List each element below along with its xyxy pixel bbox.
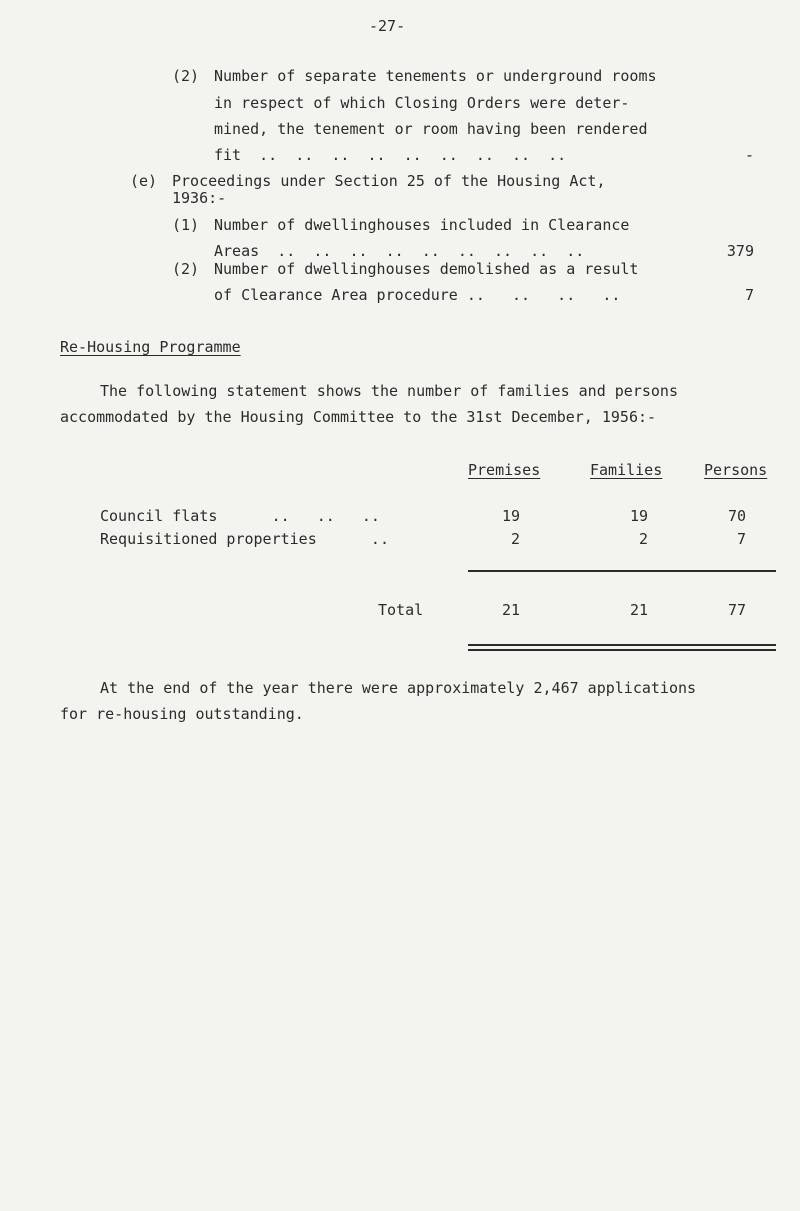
item-value: - xyxy=(744,146,754,164)
item-number: (2) xyxy=(172,260,200,278)
item-number: (2) xyxy=(172,67,200,85)
page-number: -27- xyxy=(369,17,406,35)
paragraph-line: for re-housing outstanding. xyxy=(60,705,304,723)
table-cell: 7 xyxy=(736,530,746,548)
column-header-families: Families xyxy=(590,461,663,479)
double-rule-bottom xyxy=(468,649,776,651)
item-text-line: Number of dwellinghouses included in Clearance xyxy=(214,216,630,234)
table-cell: 2 xyxy=(638,530,648,548)
total-label: Total xyxy=(378,601,424,619)
paragraph-line: At the end of the year there were approximately 2,467 applications xyxy=(100,679,697,697)
section-heading-line: 1936:- xyxy=(172,189,227,207)
total-cell: 77 xyxy=(727,601,746,619)
item-number: (1) xyxy=(172,216,200,234)
column-header-persons: Persons xyxy=(704,461,768,479)
total-cell: 21 xyxy=(501,601,520,619)
table-row-label: Council flats .. .. .. xyxy=(100,507,380,525)
item-text-line: fit .. .. .. .. .. .. .. .. .. xyxy=(214,146,567,164)
item-value: 7 xyxy=(744,286,754,304)
section-heading-line: Proceedings under Section 25 of the Housing Act, xyxy=(172,172,606,190)
table-cell: 2 xyxy=(510,530,520,548)
item-text-line: Number of separate tenements or underground rooms xyxy=(214,67,657,85)
item-text-line: Number of dwellinghouses demolished as a result xyxy=(214,260,639,278)
item-text-line: in respect of which Closing Orders were deter- xyxy=(214,94,630,112)
double-rule-top xyxy=(468,644,776,646)
column-header-premises: Premises xyxy=(468,461,541,479)
table-cell: 70 xyxy=(727,507,746,525)
section-label: (e) xyxy=(130,172,158,190)
item-value: 379 xyxy=(726,242,754,260)
total-cell: 21 xyxy=(629,601,648,619)
table-rule xyxy=(468,570,776,572)
item-text-line: of Clearance Area procedure .. .. .. .. xyxy=(214,286,621,304)
paragraph-line: accommodated by the Housing Committee to the 31st December, 1956:- xyxy=(60,408,657,426)
item-text-line: mined, the tenement or room having been rendered xyxy=(214,120,648,138)
table-row-label: Requisitioned properties .. xyxy=(100,530,389,548)
section-heading: Re-Housing Programme xyxy=(60,338,241,356)
item-text-line: Areas .. .. .. .. .. .. .. .. .. xyxy=(214,242,585,260)
paragraph-line: The following statement shows the number of families and persons xyxy=(100,382,678,400)
table-cell: 19 xyxy=(629,507,648,525)
table-cell: 19 xyxy=(501,507,520,525)
